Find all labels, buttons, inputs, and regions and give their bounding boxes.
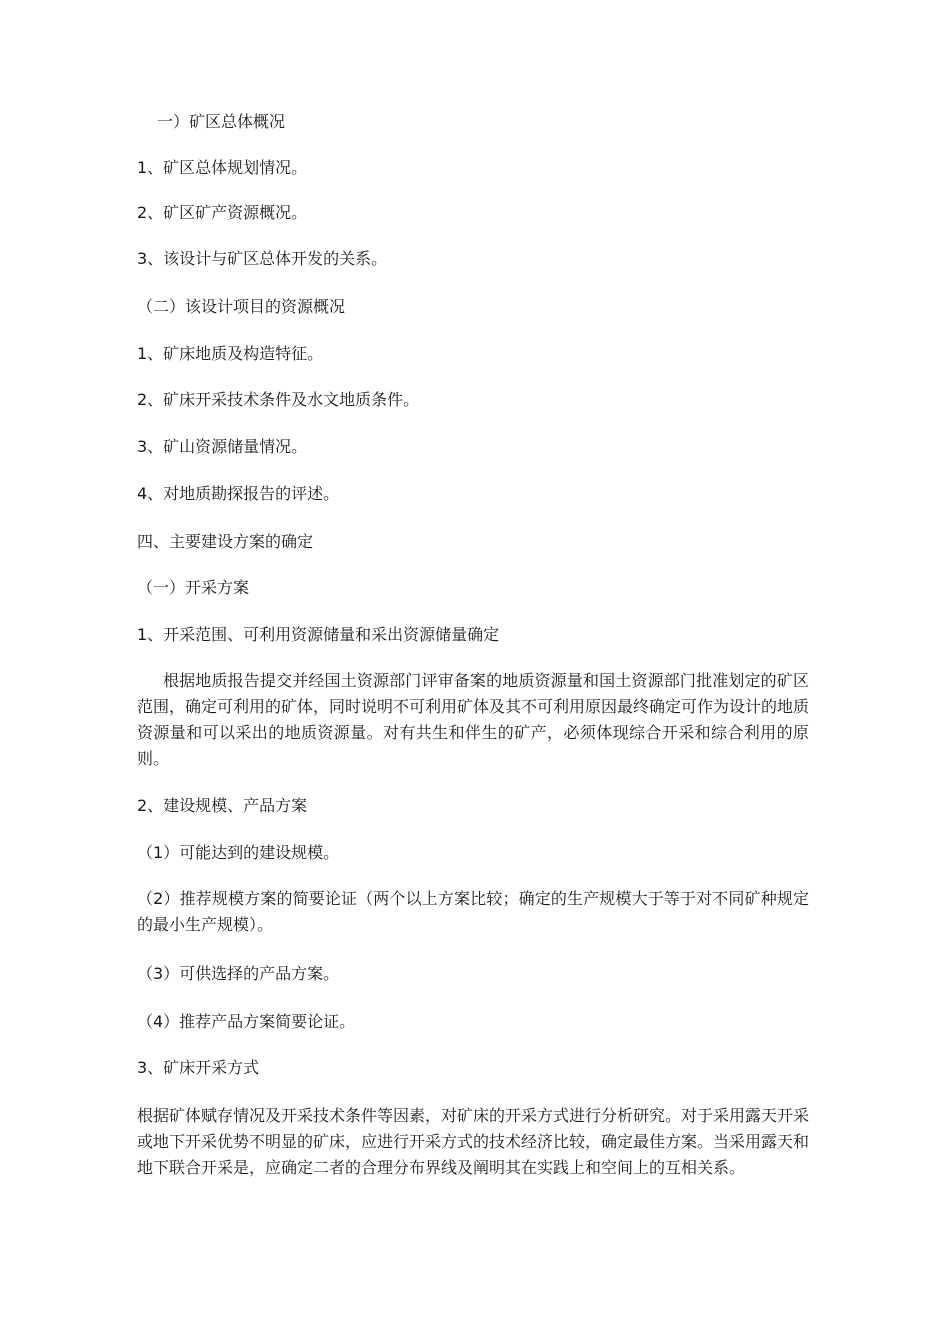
subheading-mining-scope: 1、开采范围、可利用资源储量和采出资源储量确定: [137, 625, 500, 644]
list-item: 2、矿床开采技术条件及水文地质条件。: [137, 390, 420, 409]
heading-mining-plan: （一）开采方案: [137, 578, 250, 597]
list-item: 1、矿床地质及构造特征。: [137, 344, 324, 363]
list-item: 3、该设计与矿区总体开发的关系。: [137, 249, 388, 268]
heading-mining-area-overview: 一）矿区总体概况: [157, 112, 286, 131]
paragraph-mining-scope: 根据地质报告提交并经国土资源部门评审备案的地质资源量和国土资源部门批准划定的矿区范围，确定可利用的矿体，同时说明不可利用矿体及其不可利用原因最终确定可作为设计的地质资源量和可以采出的地质资源量。对有共生和伴生的矿产，必须体现综合开采和综合利用的原则。: [137, 671, 810, 768]
paragraph-mining-method: 根据矿体赋存情况及开采技术条件等因素，对矿床的开采方式进行分析研究。对于采用露天开采或地下开采优势不明显的矿床，应进行开采方式的技术经济比较，确定最佳方案。当采用露天和地下联合开采是，应确定二者的合理分布界线及阐明其在实践上和空间上的互相关系。: [137, 1106, 810, 1177]
list-item: 2、矿区矿产资源概况。: [137, 203, 308, 222]
section-heading-construction-plan: 四、主要建设方案的确定: [137, 532, 314, 551]
list-item: 3、矿山资源储量情况。: [137, 437, 308, 456]
list-item: （1）可能达到的建设规模。: [137, 843, 340, 862]
list-item: 1、矿区总体规划情况。: [137, 158, 308, 177]
subheading-mining-method: 3、矿床开采方式: [137, 1058, 260, 1077]
heading-project-resource-overview: （二）该设计项目的资源概况: [137, 297, 346, 316]
list-item: （3）可供选择的产品方案。: [137, 964, 340, 983]
list-item: 4、对地质勘探报告的评述。: [137, 484, 340, 503]
list-item-scale-argument: （2）推荐规模方案的简要论证（两个以上方案比较；确定的生产规模大于等于对不同矿种规定的最小生产规模）。: [137, 889, 809, 934]
list-item: （4）推荐产品方案简要论证。: [137, 1012, 356, 1031]
subheading-construction-scale: 2、建设规模、产品方案: [137, 796, 308, 815]
